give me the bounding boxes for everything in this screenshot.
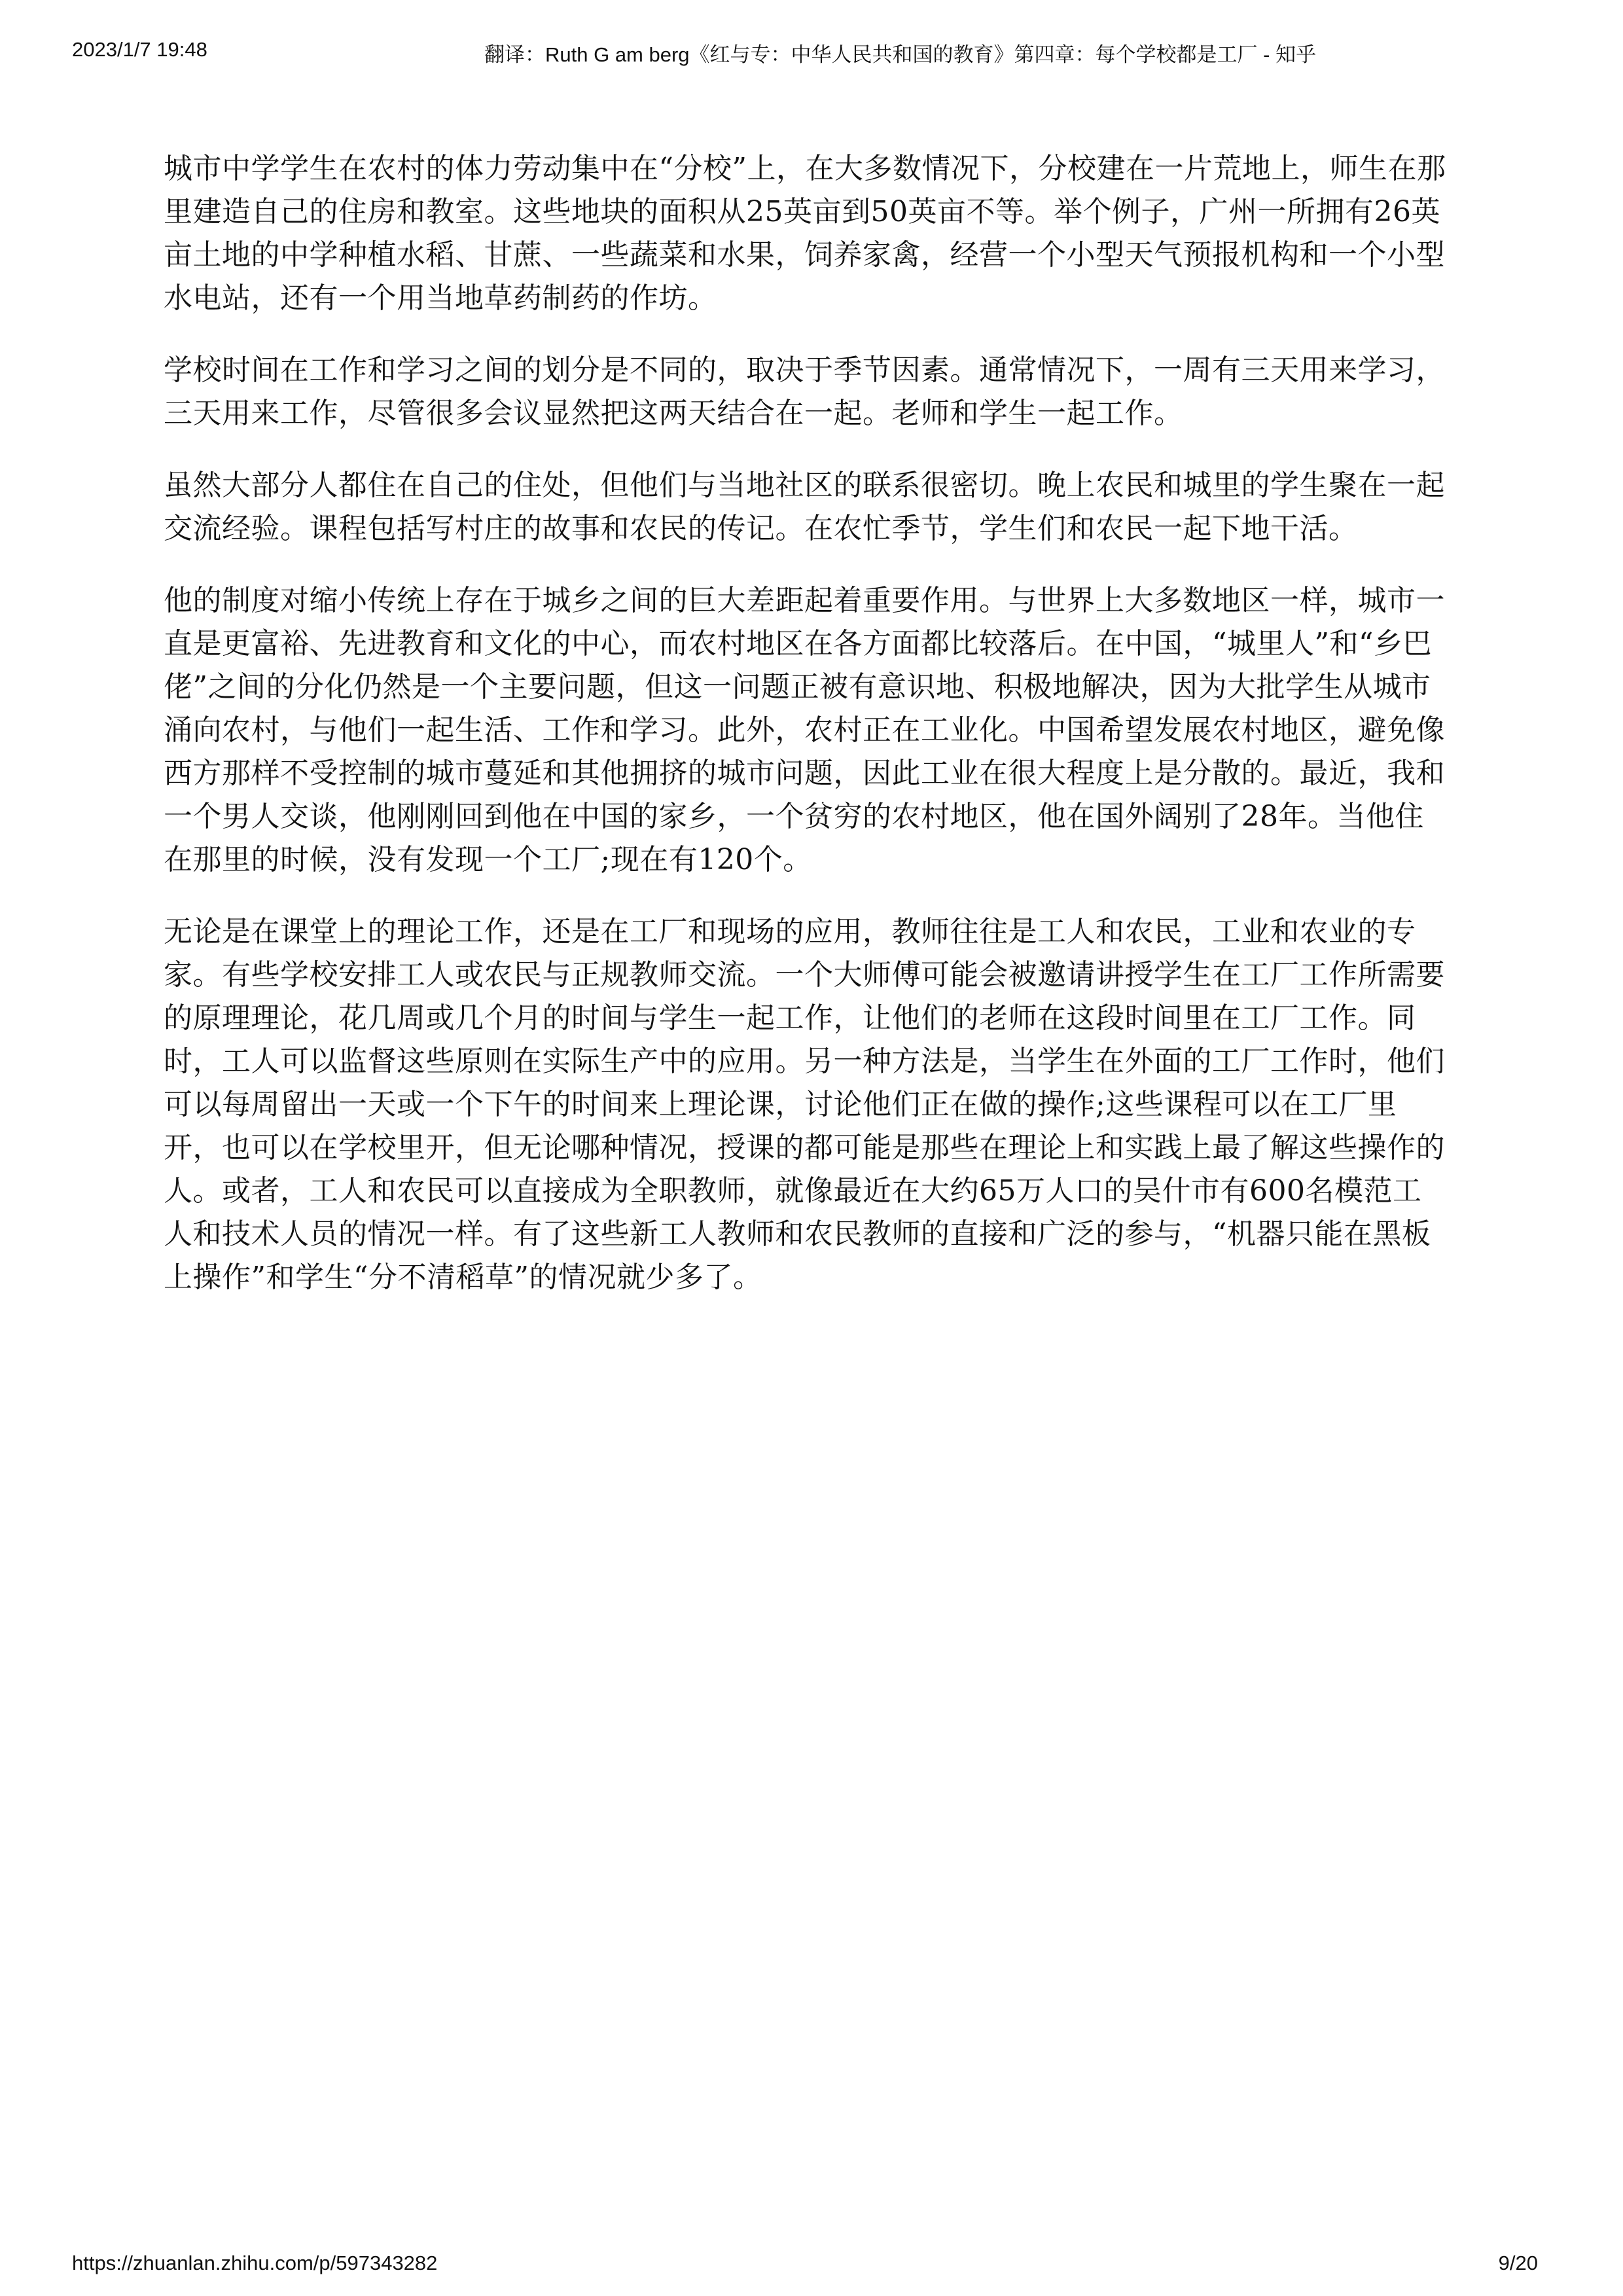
paragraph: 他的制度对缩小传统上存在于城乡之间的巨大差距起着重要作用。与世界上大多数地区一样，城市一直是更富裕、先进教育和文化的中心，而农村地区在各方面都比较落后。在中国，“城里人”和“乡巴佬”之间的分化仍然是一个主要问题，但这一问题正被有意识地、积极地解决，因为大批学生从城市涌向农村，与他们一起生活、工作和学习。此外，农村正在工业化。中国希望发展农村地区，避免像西方那样不受控制的城市蔓延和其他拥挤的城市问题，因此工业在很大程度上是分散的。最近，我和一个男人交谈，他刚刚回到他在中国的家乡，一个贫穷的农村地区，他在国外阔别了28年。当他住在那里的时候，没有发现一个工厂;现在有120个。 — [164, 584, 1445, 876]
article-body — [164, 147, 1446, 1328]
paragraph: 虽然大部分人都住在自己的住处，但他们与当地社区的联系很密切。晚上农民和城里的学生聚在一起交流经验。课程包括写村庄的故事和农民的传记。在农忙季节，学生们和农民一起下地干活。 — [164, 469, 1445, 545]
paragraph: 城市中学学生在农村的体力劳动集中在“分校”上，在大多数情况下，分校建在一片荒地上，师生在那里建造自己的住房和教室。这些地块的面积从25英亩到50英亩不等。举个例子，广州一所拥有26英亩土地的中学种植水稻、甘蔗、一些蔬菜和水果，饲养家禽，经营一个小型天气预报机构和一个小型水电站，还有一个用当地草药制药的作坊。 — [164, 152, 1446, 315]
paragraph: 无论是在课堂上的理论工作，还是在工厂和现场的应用，教师往往是工人和农民，工业和农业的专家。有些学校安排工人或农民与正规教师交流。一个大师傅可能会被邀请讲授学生在工厂工作所需要的原理理论，花几周或几个月的时间与学生一起工作，让他们的老师在这段时间里在工厂工作。同时，工人可以监督这些原则在实际生产中的应用。另一种方法是，当学生在外面的工厂工作时，他们可以每周留出一天或一个下午的时间来上理论课，讨论他们正在做的操作;这些课程可以在工厂里开，也可以在学校里开，但无论哪种情况，授课的都可能是那些在理论上和实践上最了解这些操作的人。或者，工人和农民可以直接成为全职教师，就像最近在大约65万人口的吴什市有600名模范工人和技术人员的情况一样。有了这些新工人教师和农民教师的直接和广泛的参与，“机器只能在黑板上操作”和学生“分不清稻草”的情况就少多了。 — [164, 915, 1445, 1294]
page-url[interactable]: https://zhuanlan.zhihu.com/p/597343282 — [72, 2251, 438, 2274]
page-number: 9/20 — [1498, 2251, 1538, 2274]
print-footer — [0, 2251, 1623, 2284]
page-title: 翻译：Ruth G am berg《红与专：中华人民共和国的教育》第四章：每个学校都是工厂 - 知乎 — [484, 43, 1317, 66]
paragraph: 学校时间在工作和学习之间的划分是不同的，取决于季节因素。通常情况下，一周有三天用来学习，三天用来工作，尽管很多会议显然把这两天结合在一起。老师和学生一起工作。 — [164, 353, 1445, 430]
print-datetime: 2023/1/7 19:48 — [72, 38, 207, 61]
print-header — [0, 38, 1623, 71]
